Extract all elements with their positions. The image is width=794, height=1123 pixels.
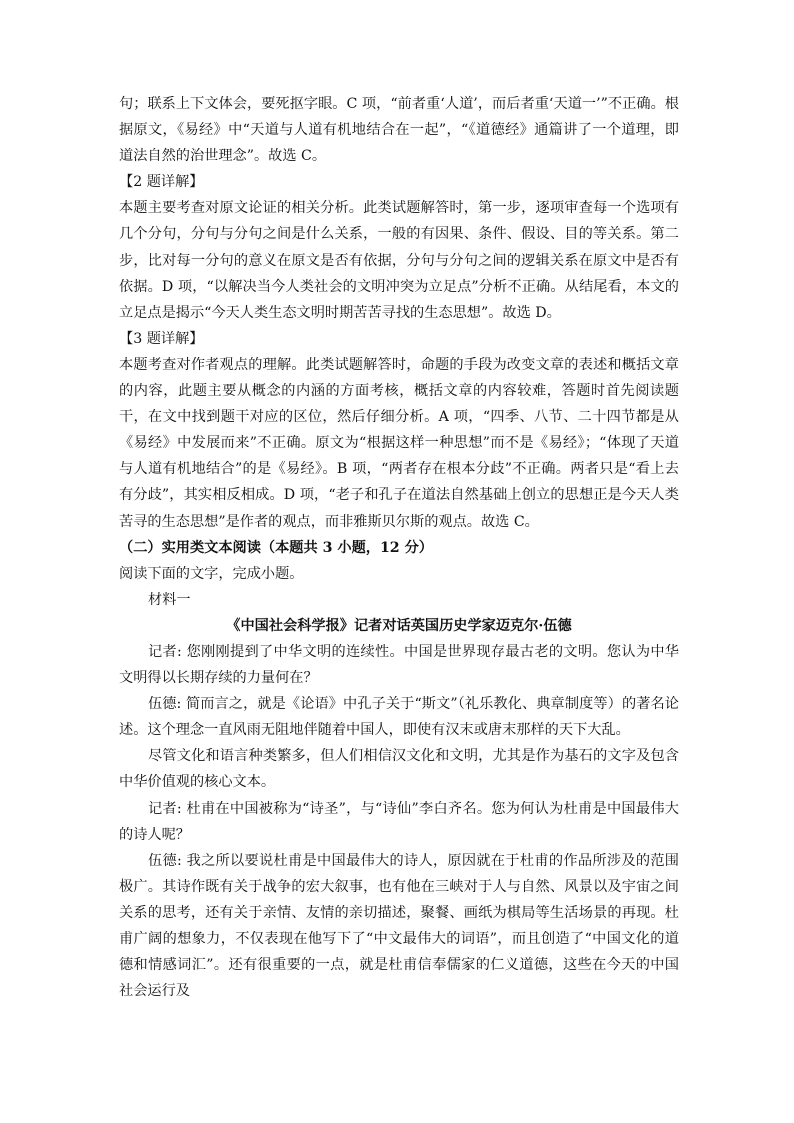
interview-paragraph: 记者: 杜甫在中国被称为“诗圣”，与“诗仙”李白齐名。您为何认为杜甫是中国最伟大的诗人呢？ bbox=[119, 800, 679, 843]
instruction-text: 阅读下面的文字，完成小题。 bbox=[119, 565, 304, 582]
answer-paragraph-3: 本题考查对作者观点的理解。此类试题解答时，命题的手段为改变文章的表述和概括文章的内容，此题主要从概念的内涵的方面考核，概括文章的内容较难，答题时首先阅读题干，在文中找到题干对应的区位，然后仔细分析。A 项，“四季、八节、二十四节都是从《易经》中发展而来”不正确。原文为“根据这样一种思想”而不是《易经》；“体现了天道与人道有机地结合”的是《易经》。B 项，“两者存在根本分歧”不正确。两者只是“看上去有分歧”，其实相反相成。D 项，“老子和孔子在道法自然基础上创立的思想正是今天人类苦寻的生态思想”是作者的观点，而非雅斯贝尔斯的观点。故选 C。 bbox=[119, 356, 679, 530]
interview-paragraph: 尽管文化和语言种类繁多，但人们相信汉文化和文明，尤其是作为基石的文字及包含中华价值观的核心文本。 bbox=[119, 748, 679, 791]
answer-paragraph-1: 句；联系上下文体会，要死抠字眼。C 项，“前者重‘人道’，而后者重‘天道一’”不正确。根据原文，《易经》中“天道与人道有机地结合在一起”，“《道德经》通篇讲了一个道理，即道法自然的治世理念”。故选 C。 bbox=[119, 96, 679, 165]
interview-paragraph: 记者: 您刚刚提到了中华文明的连续性。中国是世界现存最古老的文明。您认为中华文明得以长期存续的力量何在？ bbox=[119, 643, 679, 687]
interview-title: 《中国社会科学报》记者对话英国历史学家迈克尔·伍德 bbox=[226, 617, 572, 634]
section-heading: （二）实用类文本阅读（本题共 3 小题，12 分） bbox=[119, 539, 433, 556]
interview-paragraph: 伍德: 我之所以要说杜甫是中国最伟大的诗人，原因就在于杜甫的作品所涉及的范围极广。其诗作既有关于战争的宏大叙事，也有他在三峡对于人与自然、风景以及宇宙之间关系的思考，还有关于亲情、友情的亲切描述，聚餐、画纸为棋局等生活场景的再现。杜甫广阔的想象力，不仅表现在他写下了“中文最伟大的词语”，而且创造了“中国文化的道德和情感词汇”。还有很重要的一点，就是杜甫信奉儒家的仁义道德，这些在今天的中国社会运行及 bbox=[119, 852, 679, 1000]
question-3-heading: 【3 题详解】 bbox=[119, 330, 204, 347]
document-page bbox=[119, 91, 679, 1004]
answer-paragraph-2: 本题主要考查对原文论证的相关分析。此类试题解答时，第一步，逐项审查每一个选项有几个分句，分句与分句之间是什么关系，一般的有因果、条件、假设、目的等关系。第二步，比对每一分句的意义在原文是否有依据，分句与分句之间的逻辑关系在原文中是否有依据。D 项，“以解决当今人类社会的文明冲突为立足点”分析不正确。从结尾看，本文的立足点是揭示“今天人类生态文明时期苦苦寻找的生态思想”。故选 D。 bbox=[119, 200, 679, 321]
question-2-heading: 【2 题详解】 bbox=[119, 174, 204, 191]
material-label: 材料一 bbox=[148, 591, 191, 608]
interview-paragraph: 伍德: 简而言之，就是《论语》中孔子关于“斯文”（礼乐教化、典章制度等）的著名论述。这个理念一直风雨无阻地伴随着中国人，即使有汉末或唐末那样的天下大乱。 bbox=[119, 696, 679, 739]
